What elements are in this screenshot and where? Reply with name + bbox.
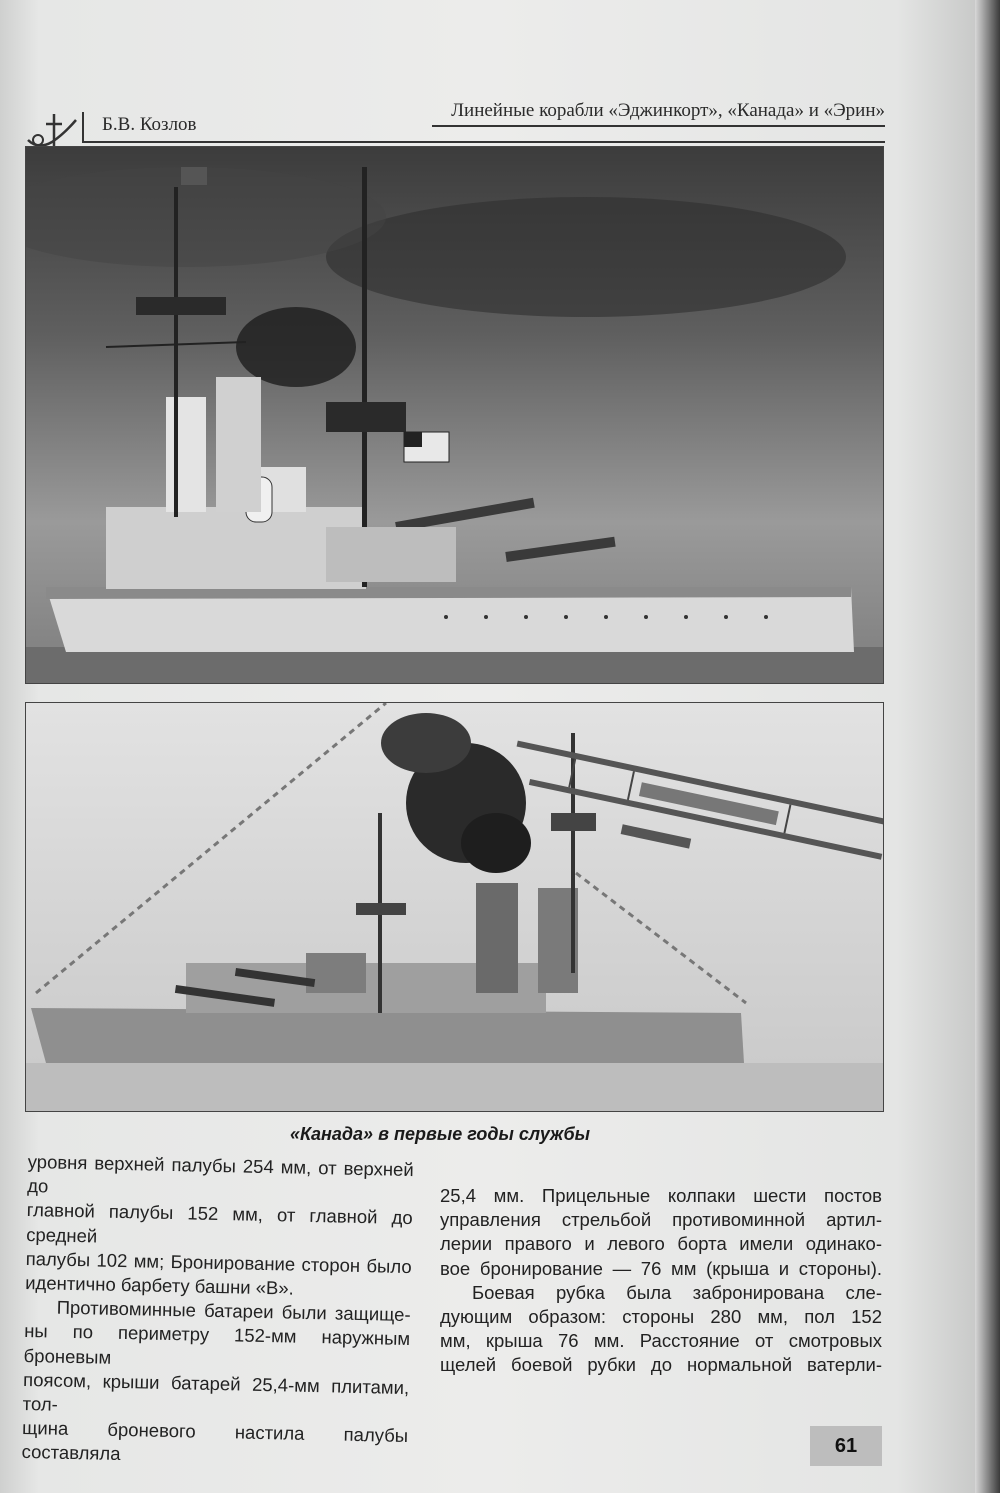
text-line: мм, крыша 76 мм. Расстояние от смотровых — [440, 1330, 882, 1352]
header-rule — [82, 141, 885, 143]
text-column-left — [21, 1150, 414, 1473]
text-line: управления стрельбой противоминной артил- — [440, 1209, 882, 1231]
text-line: щелей боевой рубки до нормальной ватерли- — [440, 1354, 882, 1376]
text-line: главной палубы 152 мм, от главной до средней — [26, 1199, 413, 1247]
running-header — [20, 92, 885, 152]
text-line: поясом, крыши батарей 25,4-мм плитами, тол- — [22, 1368, 410, 1415]
text-line: дующим образом: стороны 280 мм, пол 152 — [440, 1306, 882, 1328]
text-line: щина броневого настила палубы составляла — [21, 1417, 409, 1465]
text-line: Противоминные батареи были защище- — [56, 1296, 411, 1326]
header-author: Б.В. Козлов — [102, 114, 197, 135]
header-rule — [432, 125, 885, 127]
text-column-right — [440, 1184, 882, 1378]
page-number: 61 — [810, 1426, 882, 1466]
header-title: Линейные корабли «Эджинкорт», «Канада» и «Эрин» — [451, 100, 885, 121]
text-line: уровня верхней палубы 254 мм, от верхней до — [27, 1150, 414, 1197]
photo-caption: «Канада» в первые годы службы — [289, 1124, 591, 1144]
battleship-photo-bottom — [25, 702, 884, 1112]
text-line: идентично барбету башни «В». — [25, 1271, 295, 1299]
text-line: лерии правого и левого борта имели одинако- — [440, 1233, 882, 1255]
text-line: 25,4 мм. Прицельные колпаки шести постов — [440, 1185, 882, 1206]
text-line: Боевая рубка была забронирована сле- — [472, 1281, 882, 1303]
text-line: вое бронирование — 76 мм (крыша и стороны). — [440, 1257, 882, 1279]
text-line: палубы 102 мм; Бронирование сторон было — [25, 1247, 412, 1277]
header-rule — [82, 112, 84, 142]
text-line: ны по периметру 152-мм наружным броневым — [23, 1320, 411, 1368]
page-edge-shadow — [975, 0, 1000, 1493]
battleship-photo-top — [25, 146, 884, 684]
